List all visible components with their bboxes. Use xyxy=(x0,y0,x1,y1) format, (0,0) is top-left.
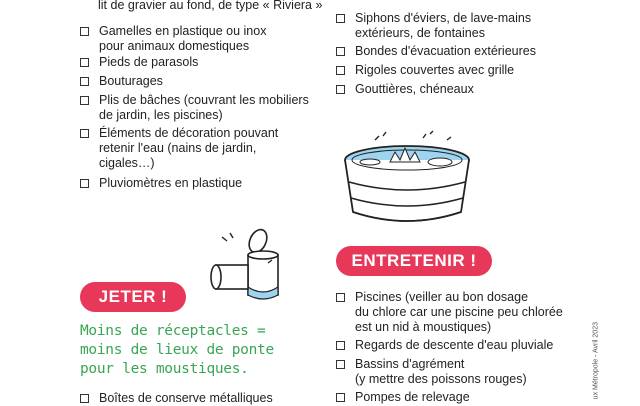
checkbox[interactable] xyxy=(80,27,89,36)
item-text: Éléments de décoration pouvant retenir l'eau (nains de jardin, cigales…) xyxy=(99,126,279,170)
item-text: Gamelles en plastique ou inox pour animaux domestiques xyxy=(99,24,267,53)
list-item-right-3 xyxy=(336,82,474,97)
checkbox[interactable] xyxy=(80,58,89,67)
item-text: Piscines (veiller au bon dosage du chlore car une piscine peu chlorée est un nid à moustiques) xyxy=(355,290,563,334)
item-text: Bassins d'agrément (y mettre des poissons rouges) xyxy=(355,357,527,386)
list-item-left-3 xyxy=(80,74,163,89)
item-text: Plis de bâches (couvrant les mobiliers de jardin, les piscines) xyxy=(99,93,309,122)
jeter-label: JETER ! xyxy=(98,287,168,306)
checkbox[interactable] xyxy=(80,77,89,86)
checkbox[interactable] xyxy=(336,393,345,402)
list-item-left-5 xyxy=(80,126,278,171)
list-item-entretenir-2 xyxy=(336,357,527,387)
list-item-entretenir-3 xyxy=(336,390,470,405)
item-text: Bouturages xyxy=(99,74,163,88)
can-illustration xyxy=(200,225,290,305)
item-text: Gouttières, chéneaux xyxy=(355,82,474,96)
item-text: Siphons d'éviers, de lave-mains extérieurs, de fontaines xyxy=(355,11,532,40)
checkbox[interactable] xyxy=(80,394,89,403)
item-text: lit de gravier au fond, de type « Riviera » xyxy=(98,0,323,12)
entretenir-badge xyxy=(336,246,492,276)
checkbox[interactable] xyxy=(336,341,345,350)
jeter-text: Moins de réceptacles = moins de lieux de ponte pour les moustiques. xyxy=(80,323,274,377)
checkbox[interactable] xyxy=(80,129,89,138)
checkbox[interactable] xyxy=(336,14,345,23)
list-item-left-1 xyxy=(80,24,266,54)
entretenir-label: ENTRETENIR ! xyxy=(351,251,477,270)
list-item-right-0 xyxy=(336,11,531,41)
list-item-entretenir-0 xyxy=(336,290,563,335)
list-item-right-1 xyxy=(336,44,536,59)
list-item-left-4 xyxy=(80,93,309,123)
checkbox[interactable] xyxy=(336,47,345,56)
list-item-left-2 xyxy=(80,55,198,70)
list-item-right-2 xyxy=(336,63,514,78)
item-text: Regards de descente d'eau pluviale xyxy=(355,338,554,352)
checkbox[interactable] xyxy=(336,360,345,369)
list-item-jeter-0 xyxy=(80,391,273,406)
list-item-left-0 xyxy=(98,0,322,13)
checkbox[interactable] xyxy=(336,85,345,94)
list-item-entretenir-1 xyxy=(336,338,553,353)
checkbox[interactable] xyxy=(80,96,89,105)
item-text: Pluviomètres en plastique xyxy=(99,176,243,190)
checkbox[interactable] xyxy=(80,179,89,188)
item-text: Bondes d'évacuation extérieures xyxy=(355,44,536,58)
pool-illustration xyxy=(335,130,485,230)
item-text: Pompes de relevage xyxy=(355,390,470,404)
item-text: Boîtes de conserve métalliques xyxy=(99,391,273,405)
item-text: Pieds de parasols xyxy=(99,55,199,69)
jeter-badge xyxy=(80,282,186,312)
list-item-left-6 xyxy=(80,176,242,191)
side-note: ux Métropole - Avril 2023 xyxy=(592,322,599,400)
checkbox[interactable] xyxy=(336,66,345,75)
item-text: Rigoles couvertes avec grille xyxy=(355,63,515,77)
checkbox[interactable] xyxy=(336,293,345,302)
